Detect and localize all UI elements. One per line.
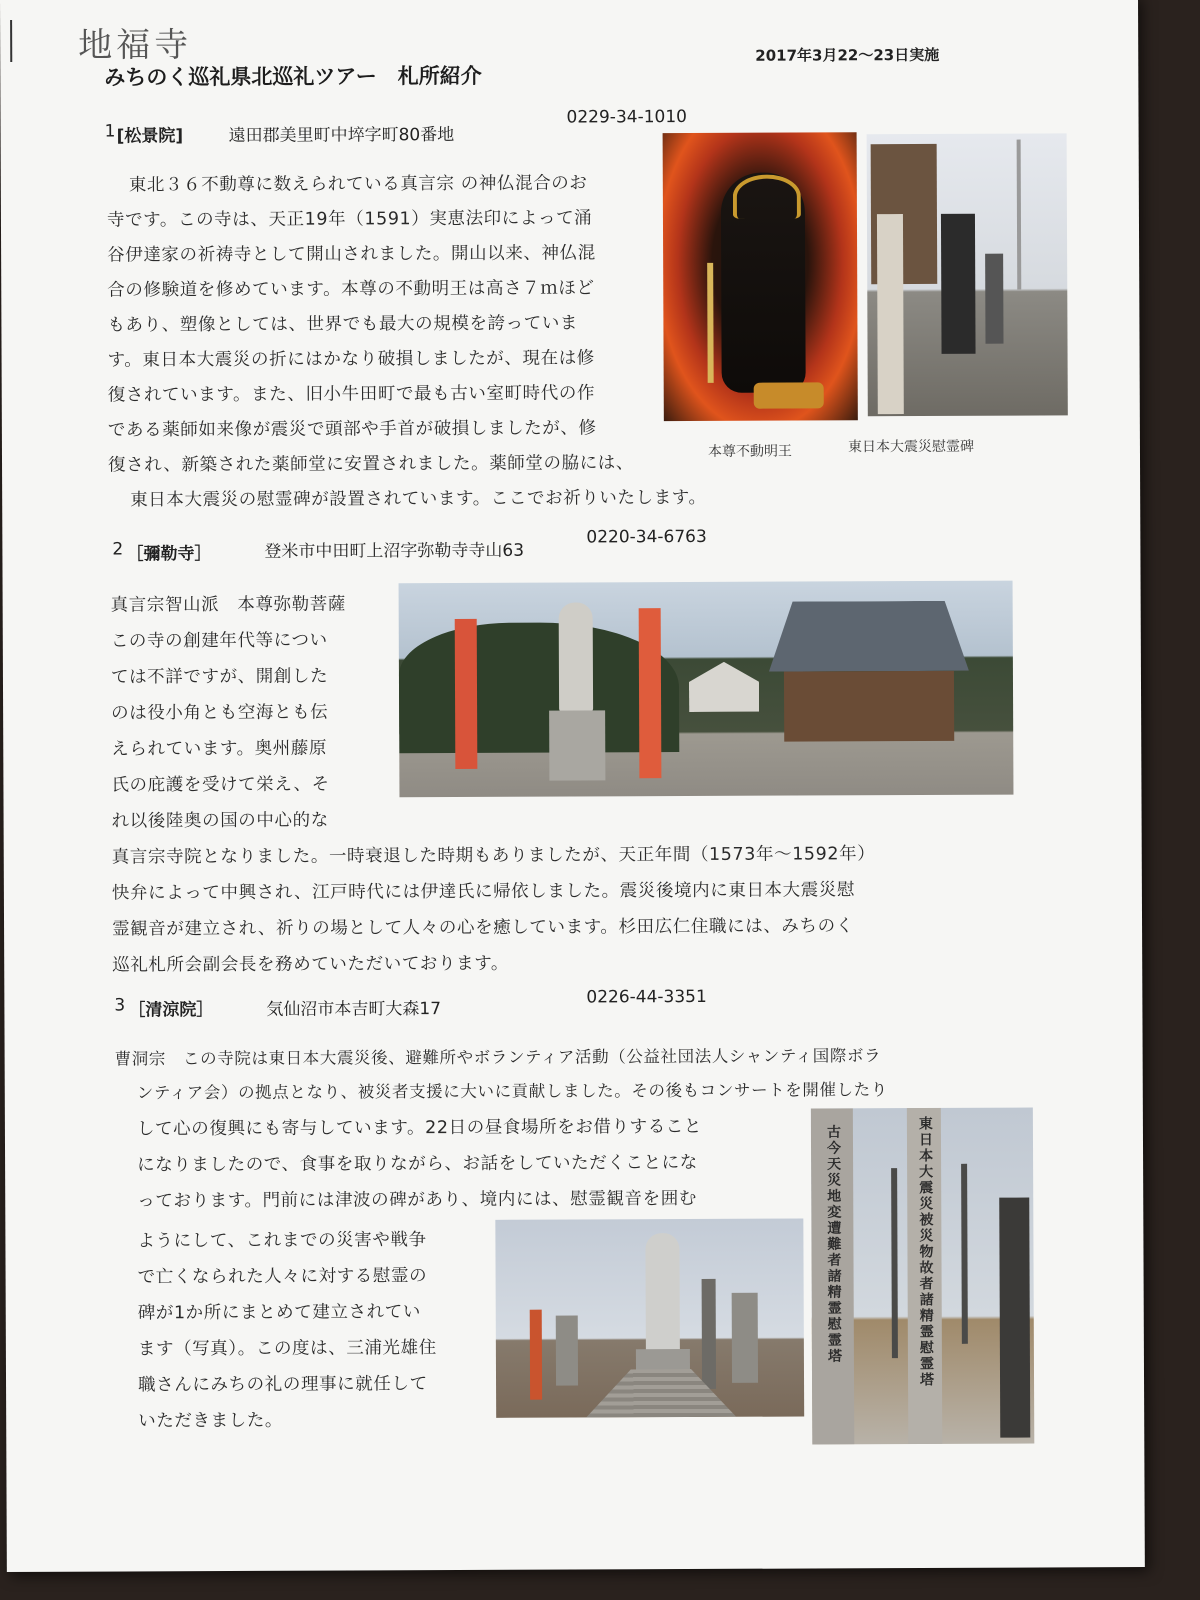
- photo-caption: 本尊不動明王: [707, 443, 793, 460]
- section-3-phone: 0226-44-3351: [586, 986, 707, 1008]
- section-2-line: 快弁によって中興され、江戸時代には伊達氏に帰依しました。震災後境内に東日本大震災慰: [111, 880, 856, 904]
- handwritten-note: 地福寺: [78, 25, 193, 66]
- section-3-line: いただきました。: [138, 1410, 284, 1432]
- section-2-line: ては不詳ですが、開創した: [110, 666, 329, 688]
- section-1-phone: 0229-34-1010: [566, 107, 687, 128]
- section-1-line: す。東日本大震災の折にはかなり破損しましたが、現在は修: [107, 348, 595, 371]
- page-title: みちのく巡礼県北巡礼ツアー 札所紹介: [104, 63, 482, 90]
- section-1-line: もあり、塑像としては、世界でも最大の規模を誇っていま: [107, 313, 579, 336]
- memorial-stone-photo: [867, 133, 1068, 416]
- kannon-statue-photo: [495, 1219, 804, 1418]
- section-2-line: 真言宗寺院となりました。一時衰退した時期もありましたが、天正年間（1573年〜1592年）: [111, 844, 876, 868]
- mirokuji-temple-photo: [399, 581, 1014, 798]
- section-2-number: 2: [112, 539, 124, 560]
- section-3-line: っております。門前には津波の碑があり、境内には、慰霊観音を囲む: [137, 1188, 697, 1212]
- photo-caption: 東日本大震災慰霊碑: [847, 438, 974, 456]
- section-3-line: 碑が1か所にまとめて建立されてい: [137, 1302, 422, 1324]
- section-3-line: 職さんにみちの礼の理事に就任して: [138, 1374, 428, 1396]
- section-3-line: して心の復興にも寄与しています。22日の昼食場所をお借りすること: [136, 1116, 703, 1140]
- tour-date: 2017年3月22〜23日実施: [755, 45, 940, 65]
- section-1-line: 復されています。また、旧小牛田町で最も古い室町時代の作: [107, 383, 596, 406]
- section-1-line: である薬師如来像が震災で頭部や手首が破損しましたが、修: [107, 418, 597, 441]
- section-3-address: 気仙沼市本吉町大森17: [266, 999, 442, 1020]
- section-1-line: 寺です。この寺は、天正19年（1591）実恵法印によって涌: [106, 208, 593, 231]
- section-2-line: この寺の創建年代等につい: [110, 630, 328, 652]
- section-2-line: えられています。奥州藤原: [111, 738, 328, 760]
- section-2-line: 巡礼札所会副会長を務めていただいております。: [112, 953, 510, 976]
- pillar-inscription: 東日本大震災被災物故者諸精霊慰霊塔: [916, 1115, 935, 1389]
- section-2-name: ［彌勒寺］: [126, 544, 212, 565]
- section-2-address: 登米市中田町上沼字弥勒寺寺山63: [264, 540, 525, 562]
- section-1-line: 東日本大震災の慰霊碑が設置されています。ここでお祈りいたします。: [130, 487, 707, 511]
- section-3-name: ［清涼院］: [128, 1000, 214, 1021]
- section-3-line: 曹洞宗 この寺院は東日本大震災後、避難所やボランティア活動（公益社団法人シャンティ国際ボラ: [114, 1046, 882, 1069]
- section-3-number: 3: [114, 995, 126, 1016]
- section-1-name: [松景院]: [116, 126, 184, 147]
- memorial-pillars-photo: [811, 1108, 1034, 1445]
- section-1-number: 1: [104, 121, 116, 142]
- section-3-line: になりましたので、食事を取りながら、お話をしていただくことにな: [137, 1152, 698, 1176]
- fudo-myoo-photo: [663, 132, 858, 421]
- margin-mark: [10, 20, 12, 62]
- pillar-inscription: 古今天災地変遭難者諸精霊慰霊塔: [824, 1124, 842, 1365]
- section-2-line: れ以後陸奥の国の中心的な: [111, 810, 329, 832]
- section-1-address: 遠田郡美里町中埣字町80番地: [228, 125, 455, 147]
- section-2-line: 氏の庇護を受けて栄え、そ: [111, 774, 330, 796]
- section-2-phone: 0220-34-6763: [586, 526, 707, 548]
- section-3-line: ンティア会）の拠点となり、被災者支援に大いに貢献しました。その後もコンサートを開催したり: [136, 1080, 888, 1103]
- section-3-line: ます（写真）。この度は、三浦光雄住: [137, 1338, 437, 1360]
- section-3-line: で亡くなられた人々に対する慰霊の: [137, 1266, 428, 1288]
- section-1-line: 東北３６不動尊に数えられている真言宗 の神仏混合のお: [128, 173, 588, 196]
- section-1-line: 合の修験道を修めています。本尊の不動明王は高さ７ｍほど: [107, 278, 595, 301]
- section-3-line: ようにして、これまでの災害や戦争: [137, 1230, 427, 1252]
- section-1-line: 谷伊達家の祈祷寺として開山されました。開山以来、神仏混: [107, 243, 596, 266]
- section-2-line: のは役小角とも空海とも伝: [111, 702, 329, 724]
- section-1-line: 復され、新築された薬師堂に安置されました。薬師堂の脇には、: [107, 453, 635, 476]
- section-2-line: 真言宗智山派 本尊弥勒菩薩: [110, 594, 346, 616]
- section-2-line: 霊観音が建立され、祈りの場として人々の心を癒しています。杉田広仁住職には、みちのく: [112, 916, 854, 940]
